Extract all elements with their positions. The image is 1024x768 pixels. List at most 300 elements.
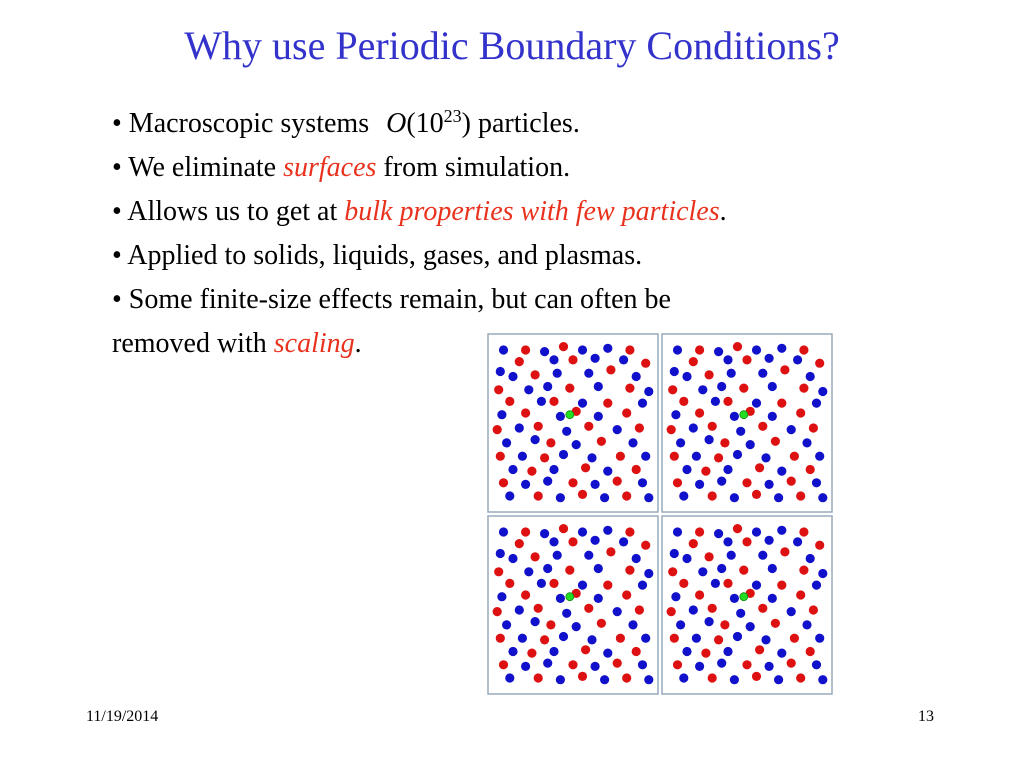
red-particle — [578, 490, 587, 499]
red-particle — [799, 566, 808, 575]
blue-particle — [524, 567, 533, 576]
red-particle — [521, 345, 530, 354]
blue-particle — [537, 397, 546, 406]
red-particle — [613, 477, 622, 486]
blue-particle — [705, 617, 714, 626]
red-particle — [796, 408, 805, 417]
blue-particle — [723, 537, 732, 546]
red-particle — [742, 537, 751, 546]
red-particle — [787, 659, 796, 668]
blue-particle — [746, 440, 755, 449]
red-particle — [777, 399, 786, 408]
blue-particle — [543, 659, 552, 668]
blue-particle — [594, 594, 603, 603]
blue-particle — [549, 537, 558, 546]
red-particle — [742, 660, 751, 669]
blue-particle — [613, 607, 622, 616]
blue-particle — [673, 345, 682, 354]
blue-particle — [727, 369, 736, 378]
red-particle — [799, 384, 808, 393]
red-particle — [670, 452, 679, 461]
blue-particle — [717, 382, 726, 391]
blue-particle — [818, 675, 827, 684]
blue-particle — [689, 605, 698, 614]
blue-particle — [806, 554, 815, 563]
red-particle — [606, 365, 615, 374]
red-particle — [758, 422, 767, 431]
periodic-cells-figure — [487, 333, 833, 699]
red-particle — [679, 579, 688, 588]
blue-particle — [603, 344, 612, 353]
blue-particle — [752, 345, 761, 354]
blue-particle — [723, 647, 732, 656]
red-particle — [758, 604, 767, 613]
red-particle — [540, 453, 549, 462]
blue-particle — [518, 452, 527, 461]
blue-particle — [717, 659, 726, 668]
blue-particle — [638, 581, 647, 590]
red-particle — [603, 399, 612, 408]
blue-particle — [556, 675, 565, 684]
blue-particle — [723, 355, 732, 364]
blue-particle — [714, 347, 723, 356]
blue-particle — [671, 410, 680, 419]
blue-particle — [638, 660, 647, 669]
blue-particle — [496, 549, 505, 558]
blue-particle — [508, 465, 517, 474]
red-particle — [796, 673, 805, 682]
red-particle — [742, 355, 751, 364]
red-particle — [755, 645, 764, 654]
blue-particle — [549, 465, 558, 474]
blue-particle — [578, 399, 587, 408]
blue-particle — [815, 452, 824, 461]
blue-particle — [777, 526, 786, 535]
red-particle — [720, 620, 729, 629]
blue-particle — [752, 527, 761, 536]
blue-particle — [671, 592, 680, 601]
blue-particle — [628, 438, 637, 447]
blue-particle — [768, 594, 777, 603]
blue-particle — [761, 635, 770, 644]
red-particle — [714, 453, 723, 462]
red-particle — [622, 590, 631, 599]
blue-particle — [600, 675, 609, 684]
footer-page-number: 13 — [918, 708, 934, 725]
math-big-o: O — [386, 108, 407, 139]
blue-particle — [815, 634, 824, 643]
red-particle — [534, 422, 543, 431]
blue-particle — [644, 387, 653, 396]
red-particle — [723, 579, 732, 588]
accent-surfaces: surfaces — [283, 152, 377, 183]
red-particle — [568, 537, 577, 546]
blue-particle — [578, 527, 587, 536]
blue-particle — [711, 579, 720, 588]
blue-particle — [644, 493, 653, 502]
red-particle — [584, 422, 593, 431]
red-particle — [673, 478, 682, 487]
blue-particle — [505, 673, 514, 682]
red-particle — [603, 581, 612, 590]
red-particle — [787, 477, 796, 486]
red-particle — [695, 408, 704, 417]
blue-particle — [730, 594, 739, 603]
blue-particle — [553, 551, 562, 560]
blue-particle — [556, 594, 565, 603]
blue-particle — [556, 493, 565, 502]
red-particle — [739, 384, 748, 393]
blue-particle — [638, 399, 647, 408]
red-particle — [499, 660, 508, 669]
blue-particle — [591, 354, 600, 363]
blue-particle — [505, 491, 514, 500]
red-particle — [549, 397, 558, 406]
blue-particle — [641, 634, 650, 643]
blue-particle — [497, 410, 506, 419]
red-particle — [635, 423, 644, 432]
bullet-list — [112, 102, 932, 366]
blue-particle — [619, 537, 628, 546]
red-particle — [496, 452, 505, 461]
red-particle — [670, 634, 679, 643]
red-particle — [499, 478, 508, 487]
red-particle — [625, 527, 634, 536]
blue-particle — [673, 527, 682, 536]
blue-particle — [765, 536, 774, 545]
blue-particle — [594, 564, 603, 573]
blue-particle — [572, 440, 581, 449]
blue-particle — [802, 438, 811, 447]
red-particle — [701, 467, 710, 476]
blue-particle — [502, 438, 511, 447]
blue-particle — [714, 529, 723, 538]
blue-particle — [695, 480, 704, 489]
bullet-finite-size: • Some finite-size effects remain, but can often be — [112, 284, 671, 315]
blue-particle — [692, 452, 701, 461]
blue-particle — [531, 435, 540, 444]
blue-particle — [768, 412, 777, 421]
blue-particle — [632, 554, 641, 563]
red-particle — [668, 567, 677, 576]
red-particle — [540, 635, 549, 644]
blue-particle — [711, 397, 720, 406]
blue-particle — [670, 367, 679, 376]
red-particle — [568, 355, 577, 364]
red-particle — [635, 605, 644, 614]
red-particle — [534, 604, 543, 613]
blue-particle — [619, 355, 628, 364]
red-particle — [546, 620, 555, 629]
red-particle — [625, 384, 634, 393]
red-particle — [546, 438, 555, 447]
red-particle — [755, 463, 764, 472]
blue-particle — [765, 662, 774, 671]
blue-particle — [682, 372, 691, 381]
blue-particle — [499, 527, 508, 536]
blue-particle — [556, 412, 565, 421]
red-particle — [815, 541, 824, 550]
red-particle — [708, 422, 717, 431]
blue-particle — [774, 675, 783, 684]
blue-particle — [508, 647, 517, 656]
blue-particle — [524, 385, 533, 394]
math-exponent: 23 — [443, 106, 462, 126]
blue-particle — [761, 453, 770, 462]
blue-particle — [594, 412, 603, 421]
blue-particle — [676, 620, 685, 629]
tagged-particle — [740, 411, 748, 419]
blue-particle — [679, 491, 688, 500]
red-particle — [622, 673, 631, 682]
blue-particle — [746, 622, 755, 631]
red-particle — [632, 647, 641, 656]
blue-particle — [628, 620, 637, 629]
red-particle — [559, 342, 568, 351]
red-particle — [606, 547, 615, 556]
red-particle — [695, 527, 704, 536]
red-particle — [534, 673, 543, 682]
blue-particle — [508, 554, 517, 563]
blue-particle — [812, 399, 821, 408]
blue-particle — [559, 450, 568, 459]
red-particle — [534, 491, 543, 500]
red-particle — [689, 357, 698, 366]
blue-particle — [549, 355, 558, 364]
blue-particle — [752, 581, 761, 590]
blue-particle — [587, 635, 596, 644]
blue-particle — [818, 493, 827, 502]
blue-particle — [603, 467, 612, 476]
blue-particle — [496, 367, 505, 376]
blue-particle — [730, 675, 739, 684]
red-particle — [771, 619, 780, 628]
bullet-bulk: • Allows us to get at bulk properties with few particles. — [112, 196, 727, 227]
blue-particle — [812, 478, 821, 487]
red-particle — [705, 370, 714, 379]
blue-particle — [600, 493, 609, 502]
blue-particle — [806, 372, 815, 381]
blue-particle — [698, 385, 707, 394]
blue-particle — [603, 649, 612, 658]
blue-particle — [793, 537, 802, 546]
blue-particle — [736, 609, 745, 618]
blue-particle — [717, 564, 726, 573]
red-particle — [723, 397, 732, 406]
blue-particle — [758, 369, 767, 378]
blue-particle — [682, 554, 691, 563]
red-particle — [581, 463, 590, 472]
blue-particle — [733, 632, 742, 641]
red-particle — [505, 397, 514, 406]
blue-particle — [499, 345, 508, 354]
tagged-particle — [740, 593, 748, 601]
bullet-finite-size-cont: removed with scaling. — [112, 328, 362, 359]
blue-particle — [594, 382, 603, 391]
bullet-surfaces: • We eliminate surfaces from simulation. — [112, 152, 571, 183]
red-particle — [780, 547, 789, 556]
blue-particle — [584, 369, 593, 378]
red-particle — [689, 539, 698, 548]
accent-bulk: bulk properties with few particles — [344, 196, 720, 227]
red-particle — [668, 385, 677, 394]
blue-particle — [497, 592, 506, 601]
red-particle — [565, 566, 574, 575]
blue-particle — [723, 465, 732, 474]
red-particle — [809, 423, 818, 432]
blue-particle — [553, 369, 562, 378]
red-particle — [597, 437, 606, 446]
bullet-macroscopic: • Macroscopic systems $O(10^{23})$ particles. — [112, 106, 580, 139]
blue-particle — [768, 382, 777, 391]
blue-particle — [777, 344, 786, 353]
blue-particle — [682, 465, 691, 474]
blue-particle — [543, 382, 552, 391]
blue-particle — [562, 609, 571, 618]
red-particle — [515, 357, 524, 366]
blue-particle — [559, 632, 568, 641]
blue-particle — [787, 607, 796, 616]
red-particle — [799, 527, 808, 536]
blue-particle — [603, 526, 612, 535]
blue-particle — [632, 372, 641, 381]
red-particle — [796, 491, 805, 500]
red-particle — [578, 672, 587, 681]
blue-particle — [515, 605, 524, 614]
red-particle — [679, 397, 688, 406]
red-particle — [708, 673, 717, 682]
blue-particle — [540, 529, 549, 538]
blue-particle — [765, 480, 774, 489]
red-particle — [521, 590, 530, 599]
blue-particle — [587, 453, 596, 462]
red-particle — [565, 384, 574, 393]
red-particle — [581, 645, 590, 654]
red-particle — [714, 635, 723, 644]
footer-date: 11/19/2014 — [86, 708, 159, 725]
blue-particle — [549, 647, 558, 656]
red-particle — [531, 552, 540, 561]
red-particle — [493, 607, 502, 616]
red-particle — [496, 634, 505, 643]
red-particle — [771, 437, 780, 446]
red-particle — [701, 649, 710, 658]
red-particle — [584, 604, 593, 613]
blue-particle — [730, 493, 739, 502]
periodic-cells-svg — [487, 333, 833, 699]
slide-title: Why use Periodic Boundary Conditions? — [184, 23, 840, 68]
red-particle — [752, 490, 761, 499]
blue-particle — [670, 549, 679, 558]
red-particle — [733, 524, 742, 533]
blue-particle — [521, 480, 530, 489]
red-particle — [616, 634, 625, 643]
red-particle — [613, 659, 622, 668]
blue-particle — [515, 423, 524, 432]
red-particle — [531, 370, 540, 379]
blue-particle — [818, 387, 827, 396]
red-particle — [695, 590, 704, 599]
blue-particle — [787, 425, 796, 434]
red-particle — [521, 408, 530, 417]
blue-particle — [578, 345, 587, 354]
red-particle — [695, 345, 704, 354]
red-particle — [632, 465, 641, 474]
blue-particle — [793, 355, 802, 364]
tagged-particle — [566, 593, 574, 601]
blue-particle — [502, 620, 511, 629]
blue-particle — [692, 634, 701, 643]
blue-particle — [768, 564, 777, 573]
red-particle — [622, 408, 631, 417]
red-particle — [527, 467, 536, 476]
red-particle — [790, 452, 799, 461]
blue-particle — [613, 425, 622, 434]
blue-particle — [736, 427, 745, 436]
red-particle — [515, 539, 524, 548]
bullet-applied: • Applied to solids, liquids, gases, and plasmas. — [112, 240, 643, 271]
red-particle — [673, 660, 682, 669]
red-particle — [806, 647, 815, 656]
red-particle — [708, 604, 717, 613]
red-particle — [622, 491, 631, 500]
blue-particle — [717, 477, 726, 486]
blue-particle — [758, 551, 767, 560]
blue-particle — [531, 617, 540, 626]
blue-particle — [644, 675, 653, 684]
blue-particle — [733, 450, 742, 459]
red-particle — [568, 478, 577, 487]
red-particle — [568, 660, 577, 669]
blue-particle — [727, 551, 736, 560]
red-particle — [777, 581, 786, 590]
blue-particle — [752, 399, 761, 408]
red-particle — [616, 452, 625, 461]
red-particle — [733, 342, 742, 351]
red-particle — [705, 552, 714, 561]
blue-particle — [695, 662, 704, 671]
red-particle — [806, 465, 815, 474]
blue-particle — [676, 438, 685, 447]
blue-particle — [641, 452, 650, 461]
blue-particle — [777, 649, 786, 658]
red-particle — [667, 607, 676, 616]
blue-particle — [540, 347, 549, 356]
blue-particle — [812, 581, 821, 590]
blue-particle — [543, 564, 552, 573]
blue-particle — [802, 620, 811, 629]
red-particle — [742, 478, 751, 487]
blue-particle — [638, 478, 647, 487]
red-particle — [494, 385, 503, 394]
blue-particle — [543, 477, 552, 486]
red-particle — [549, 579, 558, 588]
red-particle — [559, 524, 568, 533]
blue-particle — [698, 567, 707, 576]
blue-particle — [584, 551, 593, 560]
blue-particle — [682, 647, 691, 656]
red-particle — [667, 425, 676, 434]
red-particle — [625, 566, 634, 575]
blue-particle — [537, 579, 546, 588]
blue-particle — [562, 427, 571, 436]
red-particle — [641, 359, 650, 368]
red-particle — [815, 359, 824, 368]
blue-particle — [518, 634, 527, 643]
red-particle — [625, 345, 634, 354]
blue-particle — [644, 569, 653, 578]
red-particle — [493, 425, 502, 434]
